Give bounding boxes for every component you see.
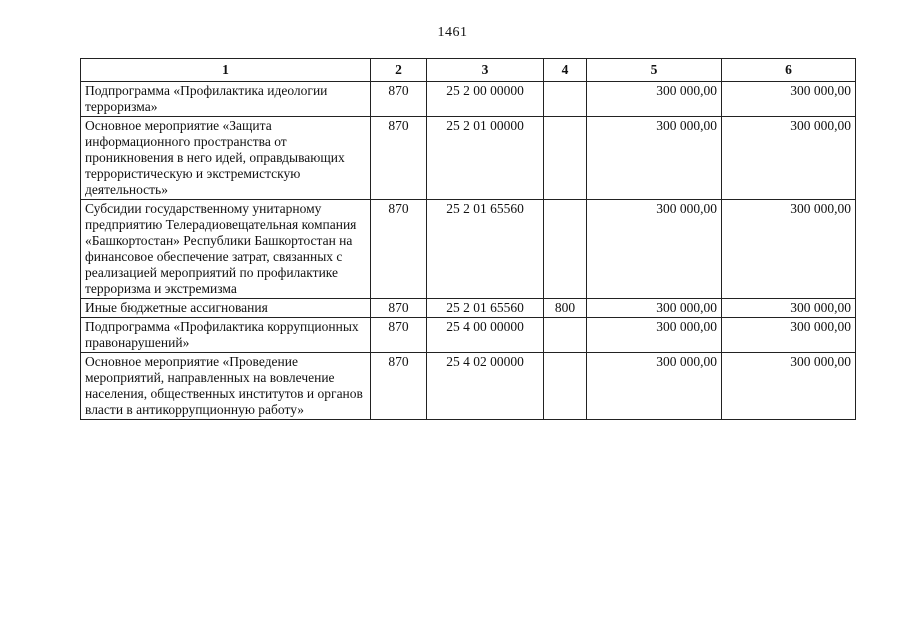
- row-col-3: 25 4 02 00000: [427, 353, 544, 420]
- column-header-3: 3: [427, 59, 544, 82]
- row-col-3: 25 2 01 65560: [427, 200, 544, 299]
- row-col-5: 300 000,00: [587, 318, 722, 353]
- row-col-6: 300 000,00: [722, 200, 856, 299]
- row-col-6: 300 000,00: [722, 318, 856, 353]
- row-col-4: [544, 117, 587, 200]
- row-col-2: 870: [371, 318, 427, 353]
- row-col-3: 25 2 01 65560: [427, 299, 544, 318]
- row-name: Подпрограмма «Профилактика коррупционных правонарушений»: [81, 318, 371, 353]
- page-number: 1461: [437, 25, 468, 40]
- row-col-2: 870: [371, 82, 427, 117]
- table-row: [81, 353, 856, 420]
- budget-table: [80, 58, 856, 420]
- row-col-2: 870: [371, 353, 427, 420]
- row-col-4: [544, 82, 587, 117]
- column-header-6: 6: [722, 59, 856, 82]
- row-col-3: 25 2 01 00000: [427, 117, 544, 200]
- table-row: [81, 82, 856, 117]
- table-row: [81, 299, 856, 318]
- row-col-2: 870: [371, 200, 427, 299]
- table-row: [81, 200, 856, 299]
- row-col-3: 25 4 00 00000: [427, 318, 544, 353]
- row-col-3: 25 2 00 00000: [427, 82, 544, 117]
- row-col-5: 300 000,00: [587, 82, 722, 117]
- column-header-2: 2: [371, 59, 427, 82]
- row-col-4: 800: [544, 299, 587, 318]
- row-col-4: [544, 318, 587, 353]
- row-col-6: 300 000,00: [722, 117, 856, 200]
- row-name: Основное мероприятие «Защита информационного пространства от проникновения в него идей, оправдывающих террористическую и экстремистскую деятельность»: [81, 117, 371, 200]
- row-name: Подпрограмма «Профилактика идеологии терроризма»: [81, 82, 371, 117]
- column-header-1: 1: [81, 59, 371, 82]
- table-row: [81, 318, 856, 353]
- row-col-5: 300 000,00: [587, 299, 722, 318]
- row-col-5: 300 000,00: [587, 353, 722, 420]
- row-col-6: 300 000,00: [722, 82, 856, 117]
- row-col-6: 300 000,00: [722, 353, 856, 420]
- row-name: Субсидии государственному унитарному предприятию Телерадиовещательная компания «Башкортостан» Республики Башкортостан на финансовое обеспечение затрат, связанных с реализацией мероприятий по профилактике терроризма и экстремизма: [81, 200, 371, 299]
- row-col-2: 870: [371, 299, 427, 318]
- column-header-4: 4: [544, 59, 587, 82]
- row-col-5: 300 000,00: [587, 200, 722, 299]
- row-col-2: 870: [371, 117, 427, 200]
- row-name: Иные бюджетные ассигнования: [81, 299, 371, 318]
- row-col-4: [544, 353, 587, 420]
- row-col-4: [544, 200, 587, 299]
- row-col-5: 300 000,00: [587, 117, 722, 200]
- table-header-row: [81, 59, 856, 82]
- table-row: [81, 117, 856, 200]
- row-col-6: 300 000,00: [722, 299, 856, 318]
- column-header-5: 5: [587, 59, 722, 82]
- row-name: Основное мероприятие «Проведение мероприятий, направленных на вовлечение населения, общественных институтов и органов власти в антикоррупционную работу»: [81, 353, 371, 420]
